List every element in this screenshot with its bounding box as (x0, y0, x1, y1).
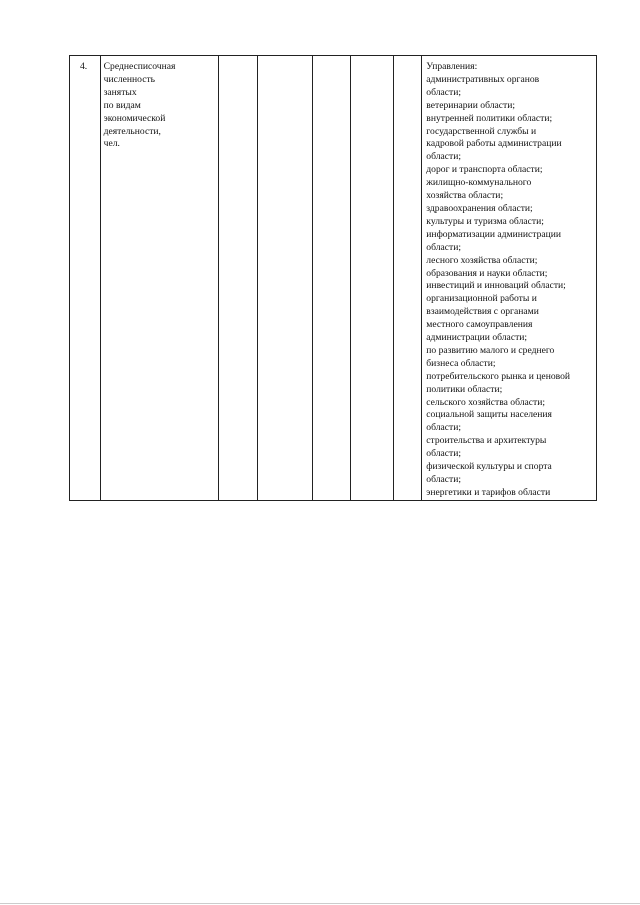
responsible-line: области; (426, 474, 462, 485)
responsible-line: информатизации администрации (426, 228, 562, 240)
responsible-line: области; (426, 422, 462, 434)
responsible-line: дорог и транспорта области; (426, 164, 543, 176)
value-cell-4 (350, 56, 393, 501)
indicator-line: экономической (103, 112, 166, 124)
value-cell-1 (219, 56, 258, 501)
row-number: 4. (80, 61, 88, 72)
responsible-line: области; (426, 448, 462, 460)
responsible-line: Управления: (426, 61, 478, 72)
responsible-line: строительства и архитектуры (426, 435, 547, 447)
responsible-line: внутренней политики области; (426, 112, 553, 124)
responsible-line: бизнеса области; (426, 357, 496, 369)
indicator-line: по видам (103, 99, 141, 111)
responsible-line: потребительского рынка и ценовой (426, 370, 571, 382)
responsible-line: по развитию малого и среднего (426, 344, 555, 356)
responsible-departments (422, 56, 596, 500)
responsible-line: инвестиций и инноваций области; (426, 280, 566, 292)
value-cell-3 (313, 56, 351, 501)
table-row (70, 56, 597, 501)
responsible-line: здравоохранения области; (426, 202, 533, 214)
indicator-table (69, 55, 597, 501)
responsible-line: области; (426, 241, 462, 253)
value-cell-5 (393, 56, 422, 501)
row-number-cell (70, 56, 101, 501)
indicator-line: занятых (103, 86, 137, 98)
responsible-line: ветеринарии области; (426, 99, 516, 111)
value-cell-2 (257, 56, 312, 501)
responsible-line: физической культуры и спорта (426, 461, 552, 473)
responsible-cell (422, 56, 597, 501)
indicator-name (101, 56, 218, 151)
indicator-line: чел. (103, 138, 120, 150)
responsible-line: местного самоуправления (426, 319, 533, 331)
responsible-line: области; (426, 86, 462, 98)
responsible-line: культуры и туризма области; (426, 215, 544, 227)
responsible-line: лесного хозяйства области; (426, 254, 538, 266)
indicator-name-cell (100, 56, 218, 501)
responsible-line: административных органов (426, 73, 540, 85)
responsible-line: взаимодействия с органами (426, 306, 539, 318)
responsible-line: хозяйства области; (426, 190, 504, 202)
responsible-line: жилищно-коммунального (426, 177, 532, 189)
responsible-line: организационной работы и (426, 293, 537, 305)
page-bottom-edge (0, 903, 640, 904)
indicator-line: деятельности, (103, 125, 161, 137)
responsible-line: области; (426, 151, 462, 163)
responsible-line: политики области; (426, 383, 503, 395)
indicator-line: численность (103, 73, 156, 85)
responsible-line: государственной службы и (426, 125, 537, 137)
responsible-line: энергетики и тарифов области (426, 486, 551, 498)
indicator-line: Среднесписочная (103, 61, 176, 72)
responsible-line: образования и науки области; (426, 267, 548, 279)
responsible-line: сельского хозяйства области; (426, 396, 546, 408)
responsible-line: кадровой работы администрации (426, 138, 562, 150)
responsible-line: администрации области; (426, 332, 528, 344)
responsible-line: социальной защиты населения (426, 409, 552, 421)
